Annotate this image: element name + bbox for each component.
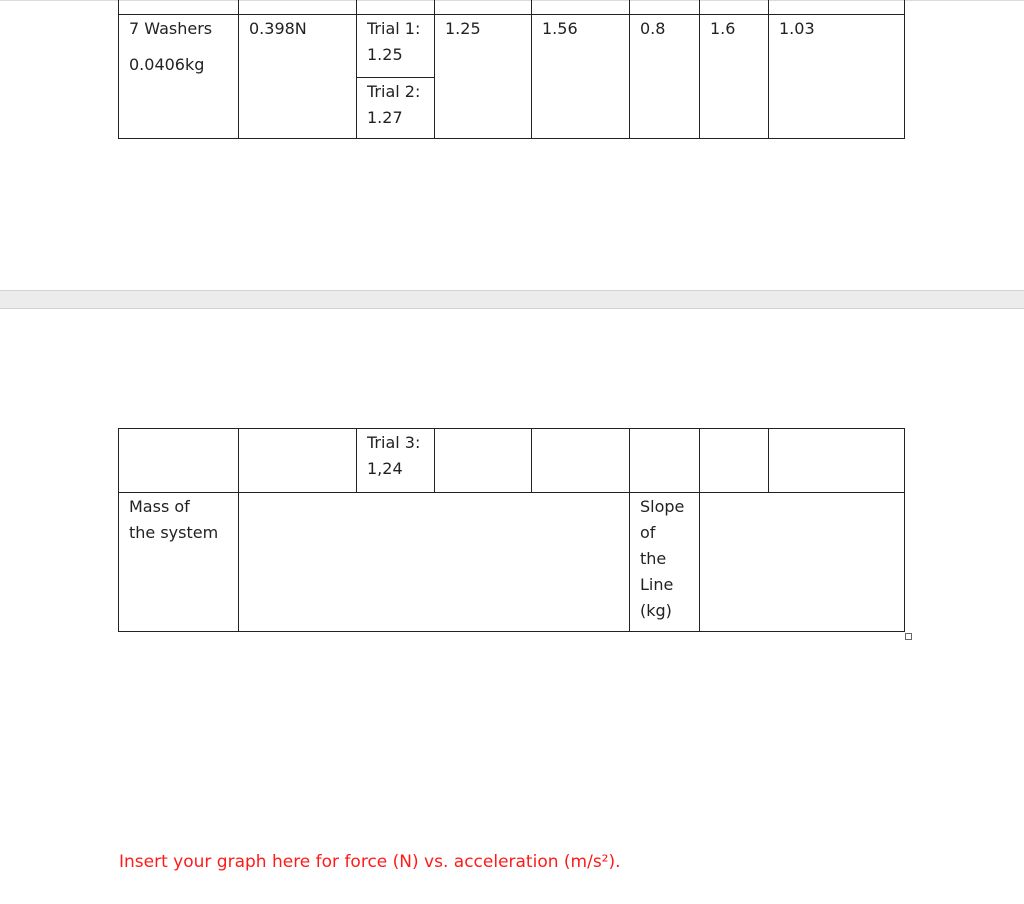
table-cell: 0.8 [640,19,666,38]
table-cell: 1.25 [445,19,481,38]
page-break-gap [0,290,1024,309]
table-border [118,138,905,139]
table-border [238,428,239,493]
table-cell-slope-value[interactable] [700,492,904,631]
graph-instruction-text: Insert your graph here for force (N) vs. acceleration (m/s²). [119,852,621,872]
table-border [904,428,905,632]
table-cell-label [119,14,238,78]
page-top-edge [0,0,1024,1]
table-resize-handle[interactable] [905,633,912,640]
washer-count: 7 Washers [129,19,213,38]
table-cell: 1.56 [542,19,578,38]
table-cell-trial-1: Trial 1: 1.25 [367,19,421,64]
table-cell-force: 0.398N [249,19,307,38]
table-cell-slope-label: Slope of the Line (kg) [640,497,685,620]
table-cell-trial-3: Trial 3: 1,24 [367,433,421,478]
table-cell: 1.6 [710,19,736,38]
table-border [434,428,435,493]
table-border [118,631,905,632]
table-border [768,428,769,493]
table-border [118,428,905,429]
table-border [531,428,532,493]
table-cell-mass-value[interactable] [239,492,629,631]
table-border [904,0,905,139]
table-cell-trial-2: Trial 2: 1.27 [367,82,421,127]
washer-mass: 0.0406kg [129,55,205,74]
table-cell: 1.03 [779,19,815,38]
table-cell-mass-of-system: Mass of the system [129,497,219,542]
